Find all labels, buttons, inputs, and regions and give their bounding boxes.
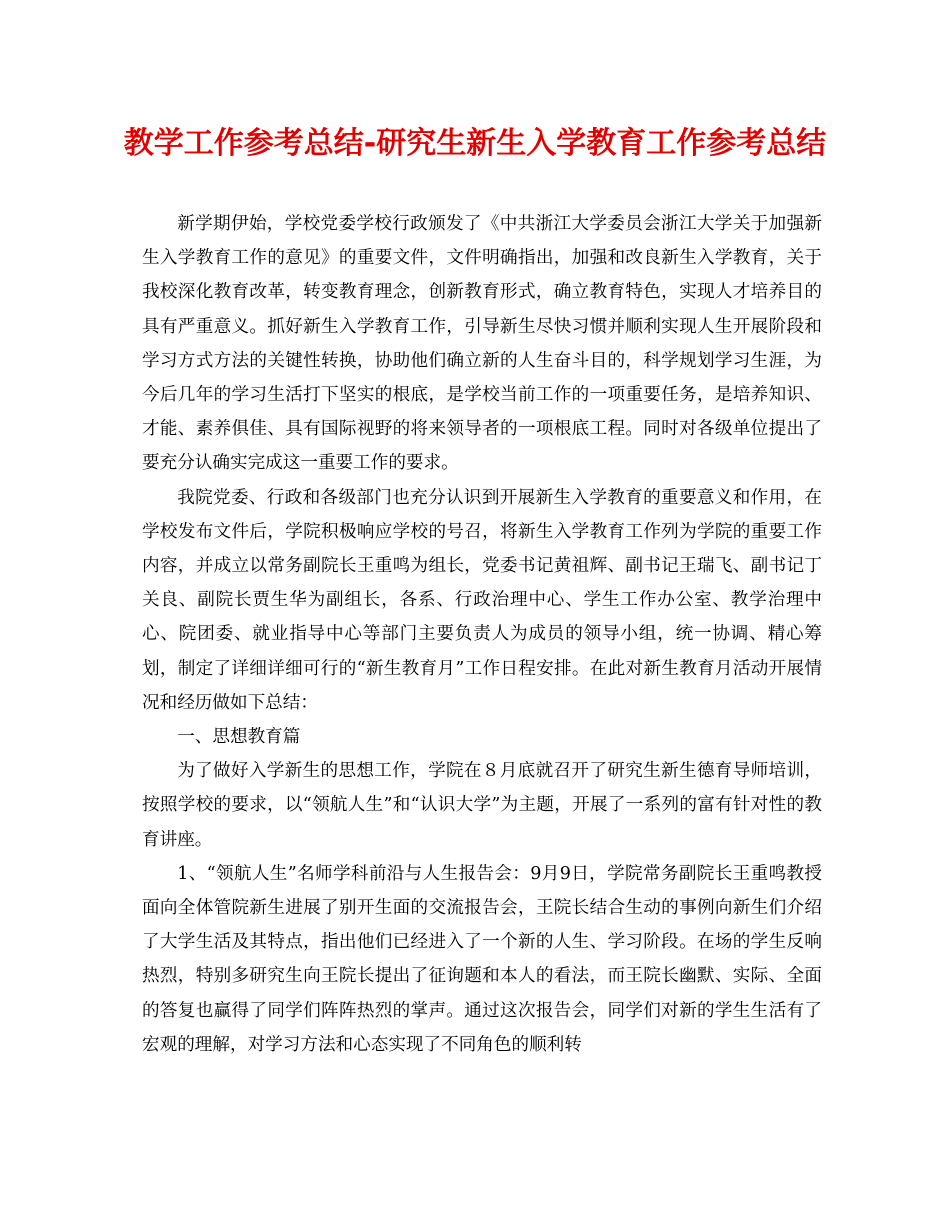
paragraph-intro: 新学期伊始，学校党委学校行政颁发了《中共浙江大学委员会浙江大学关于加强新生入学教育工作的意见》的重要文件，文件明确指出，加强和改良新生入学教育，关于我校深化教育改革，转变教育理念，创新教育形式，确立教育特色，实现人才培养目的具有严重意义。抓好新生入学教育工作，引导新生尽快习惯并顺利实现人生开展阶段和学习方式方法的关键性转换，协助他们确立新的人生奋斗目的，科学规划学习生涯，为今后几年的学习生活打下坚实的根底，是学校当前工作的一项重要任务，是培养知识、才能、素养俱佳、具有国际视野的将来领导者的一项根底工程。同时对各级单位提出了要充分认确实完成这一重要工作的要求。 xyxy=(142,214,822,474)
paragraph-college-response: 我院党委、行政和各级部门也充分认识到开展新生入学教育的重要意义和作用，在学校发布文件后，学院积极响应学校的号召，将新生入学教育工作列为学院的重要工作内容，并成立以常务副院长王重鸣为组长，党委书记黄祖辉、副书记王瑞飞、副书记丁关良、副院长贾生华为副组长，各系、行政治理中心、学生工作办公室、教学治理中心、院团委、就业指导中心等部门主要负责人为成员的领导小组，统一协调、精心筹划，制定了详细详细可行的“新生教育月”工作日程安排。在此对新生教育月活动开展情况和经历做如下总结： xyxy=(142,487,822,713)
section-heading-ideology: 一、思想教育篇 xyxy=(177,727,301,748)
paragraph-ideology-training: 为了做好入学新生的思想工作，学院在８月底就召开了研究生新生德育导师培训，按照学校的要求，以“领航人生”和“认识大学”为主题，开展了一系列的富有针对性的教育讲座。 xyxy=(142,761,822,850)
paragraph-item-1-report: 1、“领航人生”名师学科前沿与人生报告会：9月9日，学院常务副院长王重鸣教授面向全体管院新生进展了别开生面的交流报告会，王院长结合生动的事例向新生们介绍了大学生活及其特点，指出他们已经进入了一个新的人生、学习阶段。在场的学生反响热烈，特别多研究生向王院长提出了征询题和本人的看法，而王院长幽默、实际、全面的答复也赢得了同学们阵阵热烈的掌声。通过这次报告会，同学们对新的学生生活有了宏观的理解，对学习方法和心态实现了不同角色的顺利转 xyxy=(142,863,822,1055)
document-body xyxy=(142,207,822,1062)
document-title: 教学工作参考总结-研究生新生入学教育工作参考总结 xyxy=(123,126,827,161)
